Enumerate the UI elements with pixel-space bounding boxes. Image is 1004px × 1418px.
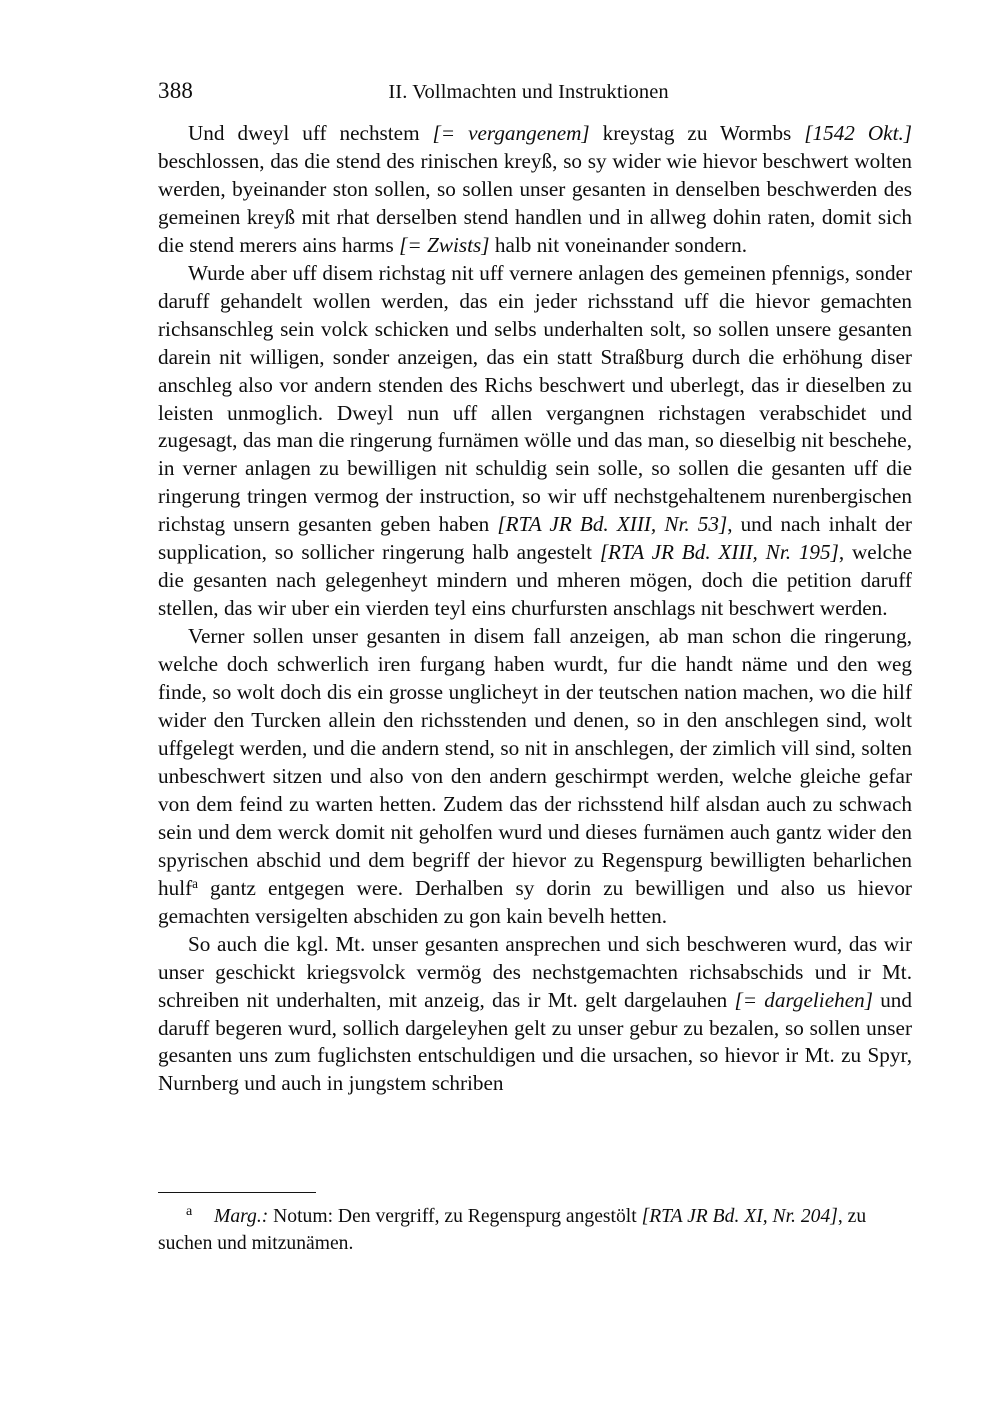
- editorial-italic: [= Zwists]: [399, 232, 490, 257]
- footnote-apparatus: [158, 1192, 912, 1257]
- footnote-entry: a Marg.: Notum: Den vergriff, zu Regenspurg angestölt [RTA JR Bd. XI, Nr. 204], zu suchen und mitzunämen.: [158, 1203, 867, 1254]
- footnote-reference-marker[interactable]: a: [192, 875, 198, 891]
- paragraph: Wurde aber uff disem richstag nit uff vernere anlagen des gemeinen pfennigs, sonder daruff gehandelt wollen werden, das ein jeder richsstand uff die hievor gemachten richsanschleg sein volck schicken und selbs underhalten solt, so sollen unsere gesanten darein nit willigen, sonder anzeigen, das ein statt Straßburg durch die erhöhung diser anschleg also vor andern stenden des Richs beschwert und uberlegt, das ir dieselben zu leisten unmoglich. Dweyl nun uff allen vergangnen richstagen verabschidet und zugesagt, das man die ringerung furnämen wölle und das man, so dieselbig nit beschehe, in verner anlagen zu bewilligen nit schuldig sein solle, so sollen die gesanten uff die ringerung tringen vermog der instruction, so wir uff nechstgehaltenem nurenbergischen richstag unsern gesanten geben haben [RTA JR Bd. XIII, Nr. 53], und nach inhalt der supplication, so sollicher ringerung halb angestelt [RTA JR Bd. XIII, Nr. 195], welche die gesanten nach gelegenheyt mindern und mheren mögen, doch die petition daruff stellen, das wir uber ein vierden teyl eins churfursten anschlags nit beschwert werden.: [158, 260, 912, 621]
- editorial-italic: [RTA JR Bd. XIII, Nr. 195]: [599, 540, 839, 565]
- paragraph: Verner sollen unser gesanten in disem fall anzeigen, ab man schon die ringerung, welche doch schwerlich iren furgang haben wurdt, fur die handt näme und den weg finde, so wolt doch dis ein grosse unglicheyt in der teutschen nation machen, wo die hilf wider den Turcken allein den richsstenden und denen, so in den anschlegen sind, wolt uffgelegt werden, und die andern stend, so nit in anschlegen, der zimlich vill sind, solten unbeschwert sitzen und also von den andern geschirmpt werden, welche gleiche gefar von dem feind zu warten hetten. Zudem das der richsstend hilf alsdan auch zu schwach sein und dem werck domit nit geholfen wurd und dieses furnämen auch gantz wider den spyrischen abschid und dem begriff der hievor zu Regenspurg bewilligten beharlichen hulf$^a$ gantz entgegen were. Derhalben sy dorin zu bewilligen und also us hievor gemachten versigelten abschiden zu gon kain bevelh hetten.: [158, 624, 912, 928]
- editorial-italic: Marg.:: [214, 1206, 269, 1227]
- running-header: [158, 78, 912, 104]
- footnote-text: Marg.: Notum: Den vergriff, zu Regenspurg angestölt [RTA JR Bd. XI, Nr. 204], zu suchen und mitzunämen.: [158, 1206, 867, 1254]
- editorial-italic: [RTA JR Bd. XI, Nr. 204]: [641, 1206, 838, 1227]
- editorial-italic: [RTA JR Bd. XIII, Nr. 53]: [497, 512, 728, 537]
- paragraph: Und dweyl uff nechstem [= vergangenem] kreystag zu Wormbs [1542 Okt.] beschlossen, das die stend des rinischen kreyß, so sy wider wie hievor beschwert wolten werden, byeinander ston sollen, so sollen unser gesanten in denselben beschwerden des gemeinen kreyß mit rhat derselben stend handlen und in allweg dohin raten, domit sich die stend merers ains harms [= Zwists] halb nit voneinander sondern.: [158, 121, 913, 257]
- editorial-italic: [1542 Okt.]: [804, 121, 913, 145]
- footnote-separator-rule: [158, 1192, 316, 1193]
- editorial-italic: [= dargeliehen]: [734, 987, 873, 1012]
- running-head-title: II. Vollmachten und Instruktionen: [388, 81, 669, 103]
- editorial-italic: [= vergangenem]: [432, 121, 590, 145]
- main-text-column: [158, 120, 912, 1098]
- paragraph: So auch die kgl. Mt. unser gesanten ansprechen und sich beschweren wurd, das wir unser geschickt kriegsvolck vermög des nechstgemachten richsabschids und ir Mt. schreiben nit underhalten, mit anzeig, das ir Mt. gelt dargelauhen [= dargeliehen] und daruff begeren wurd, sollich dargeleyhen gelt zu unser gebur zu bezalen, so sollen unser gesanten uns zum fuglichsten entschuldigen und die ursachen, so hievor ir Mt. zu Spyr, Nurnberg und auch in jungstem schriben: [158, 931, 912, 1096]
- page-number: 388: [158, 78, 194, 103]
